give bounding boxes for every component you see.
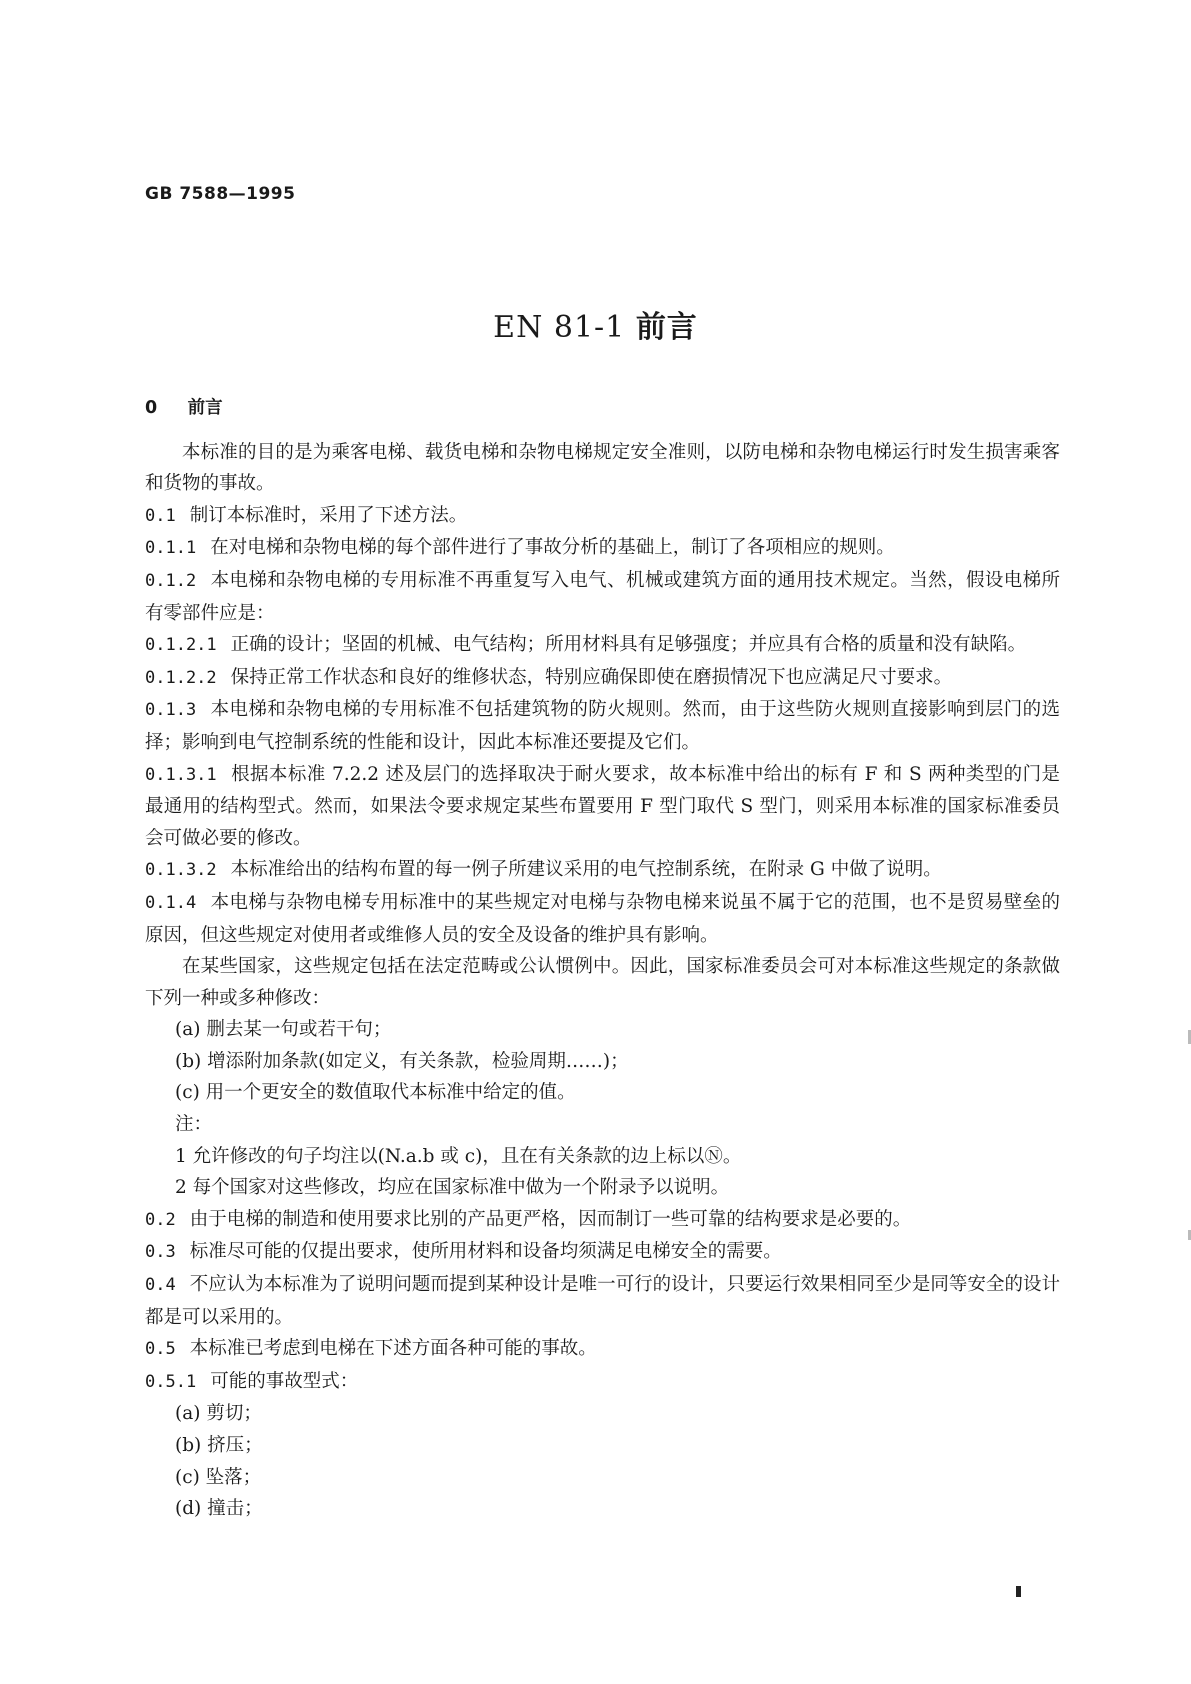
- list-item: [145, 1077, 1060, 1109]
- numbered-clause: [145, 1366, 1060, 1399]
- paragraph-text: 根据本标准 7.2.2 述及层门的选择取决于耐火要求，故本标准中给出的标有 F 和 S 两种类型的门是最通用的结构型式。然而，如果法令要求规定某些布置要用 F 型门取代 S 型门，则采用本标准的国家标准委员会可做必要的修改。: [145, 763, 1060, 849]
- list-item: [145, 1046, 1060, 1078]
- paragraph-text: 由于电梯的制造和使用要求比别的产品更严格，因而制订一些可靠的结构要求是必要的。: [189, 1208, 912, 1230]
- paragraph-text: 保持正常工作状态和良好的维修状态，特别应确保即使在磨损情况下也应满足尺寸要求。: [230, 666, 953, 688]
- paragraph-text: (d) 撞击；: [175, 1498, 263, 1520]
- paragraph-text: (b) 增添附加条款(如定义，有关条款，检验周期……)；: [175, 1050, 629, 1072]
- numbered-clause: [145, 887, 1060, 951]
- numbered-clause: [145, 1269, 1060, 1333]
- paragraph-text: 本电梯与杂物电梯专用标准中的某些规定对电梯与杂物电梯来说虽不属于它的范围，也不是贸易壁垒的原因，但这些规定对使用者或维修人员的安全及设备的维护具有影响。: [145, 891, 1060, 946]
- clause-number: 0.2: [145, 1209, 176, 1230]
- paragraph-text: 本标准的目的是为乘客电梯、载货电梯和杂物电梯规定安全准则，以防电梯和杂物电梯运行时发生损害乘客和货物的事故。: [145, 441, 1060, 495]
- paragraph-text: 本标准给出的结构布置的每一例子所建议采用的电气控制系统，在附录 G 中做了说明。: [230, 859, 942, 881]
- standard-number: GB 7588—1995: [145, 184, 296, 204]
- clause-number: 0.1.2.1: [145, 635, 217, 656]
- section-heading: [145, 393, 1060, 425]
- paragraph-text: 标准尽可能的仅提出要求，使所用材料和设备均须满足电梯安全的需要。: [189, 1241, 782, 1263]
- paragraph-text: 可能的事故型式：: [210, 1370, 359, 1392]
- numbered-clause: [145, 1333, 1060, 1366]
- list-item: [145, 1462, 1060, 1494]
- paragraph-text: 本电梯和杂物电梯的专用标准不再重复写入电气、机械或建筑方面的通用技术规定。当然，假设电梯所有零部件应是：: [145, 569, 1060, 624]
- clause-number: 0.1.3.2: [145, 860, 217, 881]
- paragraph-text: (a) 剪切；: [175, 1403, 262, 1425]
- clause-number: 0.5: [145, 1339, 176, 1360]
- clause-number: 0.1.3: [145, 700, 197, 721]
- list-item: [145, 1430, 1060, 1462]
- paragraph-text: 在某些国家，这些规定包括在法定范畴或公认惯例中。因此，国家标准委员会可对本标准这些规定的条款做下列一种或多种修改：: [145, 956, 1060, 1009]
- list-item: [145, 1398, 1060, 1430]
- title-label: 前言: [635, 310, 698, 345]
- list-item: [145, 1014, 1060, 1046]
- section-label: 前言: [187, 398, 223, 418]
- title-code: EN 81-1: [493, 310, 626, 345]
- numbered-clause: [145, 1236, 1060, 1269]
- document-body: [145, 393, 1060, 1525]
- numbered-clause: [145, 532, 1060, 565]
- numbered-clause: [145, 565, 1060, 629]
- numbered-clause: [145, 500, 1060, 533]
- paragraph-text: 1 允许修改的句子均注以(N.a.b 或 c)，且在有关条款的边上标以Ⓝ。: [175, 1145, 742, 1167]
- paragraph-text: 正确的设计；坚固的机械、电气结构；所用材料具有足够强度；并应具有合格的质量和没有缺陷。: [230, 634, 1027, 656]
- paragraph-text: (c) 用一个更安全的数值取代本标准中给定的值。: [175, 1082, 576, 1104]
- clause-number: 0.1.4: [145, 892, 197, 913]
- section-number: 0: [145, 398, 158, 418]
- paragraph-text: (b) 挤压；: [175, 1435, 263, 1456]
- clause-number: 0.1.2: [145, 570, 197, 591]
- paragraph-text: (c) 坠落；: [175, 1466, 262, 1488]
- clause-number: 0.4: [145, 1275, 176, 1296]
- paragraph: [145, 437, 1060, 500]
- list-item: [145, 1109, 1060, 1141]
- paragraph-text: 注：: [175, 1114, 213, 1136]
- clause-number: 0.5.1: [145, 1371, 197, 1392]
- paragraph-text: 制订本标准时，采用了下述方法。: [189, 504, 468, 526]
- paragraph-text: 本电梯和杂物电梯的专用标准不包括建筑物的防火规则。然而，由于这些防火规则直接影响到层门的选择；影响到电气控制系统的性能和设计，因此本标准还要提及它们。: [145, 699, 1060, 753]
- numbered-clause: [145, 662, 1060, 695]
- paragraph-list: [145, 437, 1060, 1525]
- clause-number: 0.1.3.1: [145, 764, 217, 785]
- clause-number: 0.1.1: [145, 538, 197, 559]
- list-item: [145, 1172, 1060, 1204]
- paragraph-text: 在对电梯和杂物电梯的每个部件进行了事故分析的基础上，制订了各项相应的规则。: [210, 537, 895, 559]
- numbered-clause: [145, 854, 1060, 887]
- page-mark: [1016, 1586, 1021, 1597]
- list-item: [145, 1493, 1060, 1525]
- paragraph: [145, 951, 1060, 1014]
- page-title: [0, 302, 1191, 346]
- clause-number: 0.1: [145, 505, 176, 526]
- list-item: [145, 1141, 1060, 1173]
- paragraph-text: 2 每个国家对这些修改，均应在国家标准中做为一个附录予以说明。: [175, 1177, 730, 1199]
- paragraph-text: 本标准已考虑到电梯在下述方面各种可能的事故。: [189, 1338, 597, 1360]
- numbered-clause: [145, 1204, 1060, 1237]
- clause-number: 0.1.2.2: [145, 667, 217, 688]
- numbered-clause: [145, 629, 1060, 662]
- numbered-clause: [145, 694, 1060, 758]
- paragraph-text: (a) 删去某一句或若干句；: [175, 1019, 392, 1041]
- clause-number: 0.3: [145, 1242, 176, 1263]
- numbered-clause: [145, 759, 1060, 855]
- paragraph-text: 不应认为本标准为了说明问题而提到某种设计是唯一可行的设计，只要运行效果相同至少是同等安全的设计都是可以采用的。: [145, 1274, 1060, 1328]
